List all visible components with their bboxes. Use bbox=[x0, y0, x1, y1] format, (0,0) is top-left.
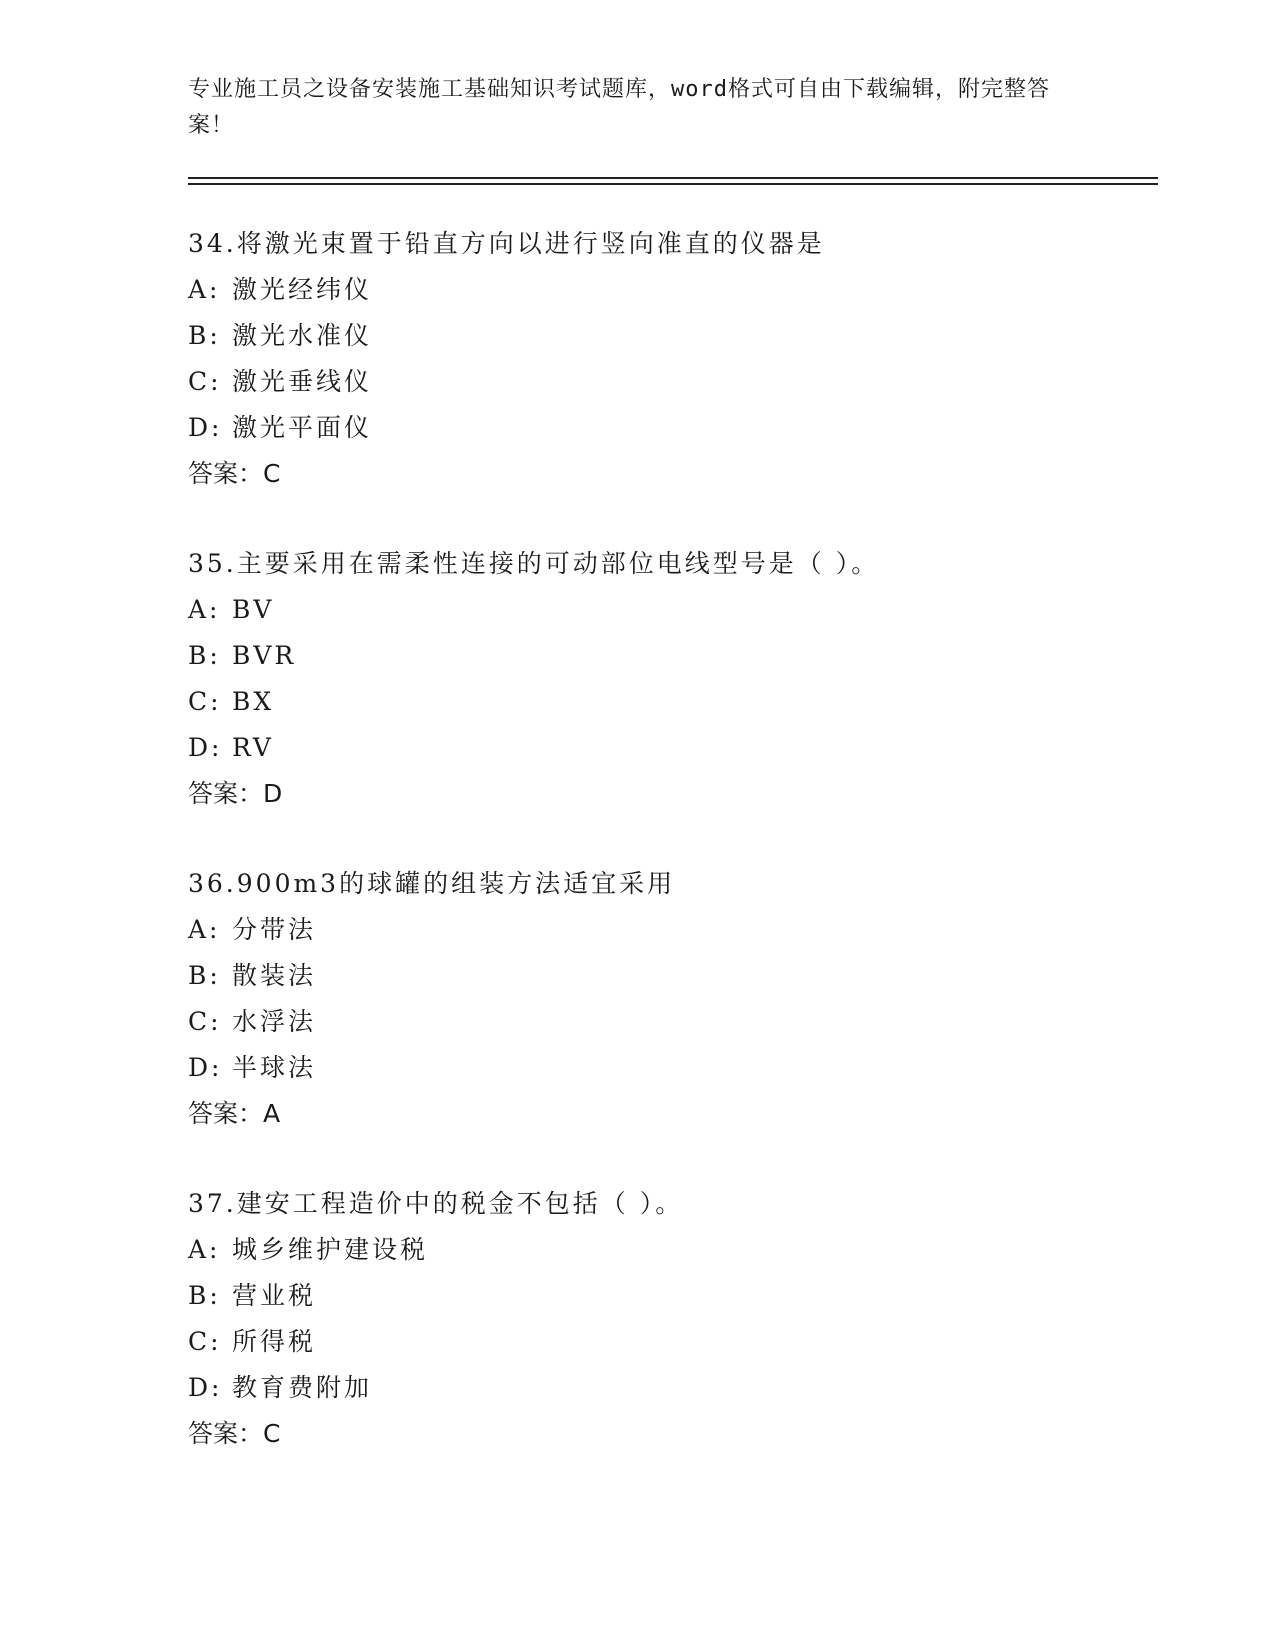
option-c bbox=[188, 1326, 1148, 1372]
option-key: C: bbox=[188, 1327, 222, 1356]
option-b bbox=[188, 1280, 1148, 1326]
header-text: 专业施工员之设备安装施工基础知识考试题库，word格式可自由下载编辑，附完整答案！ bbox=[188, 77, 1050, 138]
option-a bbox=[188, 914, 1148, 960]
option-key: A: bbox=[188, 1235, 221, 1264]
option-key: A: bbox=[188, 595, 221, 624]
option-text: RV bbox=[232, 733, 274, 762]
option-key: D: bbox=[188, 413, 223, 442]
option-text: 教育费附加 bbox=[232, 1373, 373, 1402]
question-35 bbox=[188, 548, 1148, 824]
option-text: 城乡维护建设税 bbox=[232, 1235, 429, 1264]
question-36 bbox=[188, 868, 1148, 1144]
option-key: D: bbox=[188, 1053, 223, 1082]
header-divider-top bbox=[188, 177, 1158, 179]
option-key: D: bbox=[188, 1373, 223, 1402]
answer-label: 答案： bbox=[188, 1099, 264, 1128]
answer-value: C bbox=[263, 1419, 281, 1448]
answer-value: C bbox=[263, 459, 281, 488]
option-a bbox=[188, 1234, 1148, 1280]
question-stem: 37.建安工程造价中的税金不包括（ ）。 bbox=[188, 1189, 684, 1218]
option-text: 激光经纬仪 bbox=[232, 275, 373, 304]
question-stem: 35.主要采用在需柔性连接的可动部位电线型号是（ ）。 bbox=[188, 549, 880, 578]
question-34 bbox=[188, 228, 1148, 504]
option-key: D: bbox=[188, 733, 223, 762]
option-d bbox=[188, 732, 1148, 778]
option-text: 激光水准仪 bbox=[232, 321, 373, 350]
option-text: 分带法 bbox=[232, 915, 317, 944]
answer-line bbox=[188, 778, 1148, 824]
document-header bbox=[188, 72, 1068, 144]
header-divider-bottom bbox=[188, 183, 1158, 185]
option-key: C: bbox=[188, 687, 222, 716]
option-text: 激光垂线仪 bbox=[232, 367, 373, 396]
option-a bbox=[188, 274, 1148, 320]
option-key: B: bbox=[188, 1281, 221, 1310]
option-key: C: bbox=[188, 1007, 222, 1036]
option-text: 所得税 bbox=[232, 1327, 317, 1356]
option-b bbox=[188, 960, 1148, 1006]
option-d bbox=[188, 412, 1148, 458]
option-text: BV bbox=[232, 595, 275, 624]
answer-value: D bbox=[263, 779, 283, 808]
answer-line bbox=[188, 458, 1148, 504]
option-b bbox=[188, 640, 1148, 686]
option-text: BVR bbox=[232, 641, 297, 670]
option-c bbox=[188, 686, 1148, 732]
question-37 bbox=[188, 1188, 1148, 1464]
option-key: B: bbox=[188, 641, 221, 670]
question-stem: 34.将激光束置于铅直方向以进行竖向准直的仪器是 bbox=[188, 229, 825, 258]
option-key: B: bbox=[188, 961, 221, 990]
option-a bbox=[188, 594, 1148, 640]
option-key: A: bbox=[188, 275, 221, 304]
option-b bbox=[188, 320, 1148, 366]
answer-label: 答案： bbox=[188, 1419, 264, 1448]
answer-label: 答案： bbox=[188, 459, 264, 488]
option-text: 水浮法 bbox=[232, 1007, 317, 1036]
option-c bbox=[188, 366, 1148, 412]
option-text: 激光平面仪 bbox=[232, 413, 373, 442]
option-text: 散装法 bbox=[232, 961, 317, 990]
option-key: B: bbox=[188, 321, 221, 350]
option-d bbox=[188, 1372, 1148, 1418]
option-c bbox=[188, 1006, 1148, 1052]
option-text: 营业税 bbox=[232, 1281, 317, 1310]
option-text: 半球法 bbox=[232, 1053, 317, 1082]
answer-line bbox=[188, 1418, 1148, 1464]
answer-value: A bbox=[263, 1099, 281, 1128]
option-d bbox=[188, 1052, 1148, 1098]
answer-label: 答案： bbox=[188, 779, 264, 808]
answer-line bbox=[188, 1098, 1148, 1144]
question-stem: 36.900m3的球罐的组装方法适宜采用 bbox=[188, 869, 676, 898]
option-key: C: bbox=[188, 367, 222, 396]
option-text: BX bbox=[232, 687, 275, 716]
option-key: A: bbox=[188, 915, 221, 944]
